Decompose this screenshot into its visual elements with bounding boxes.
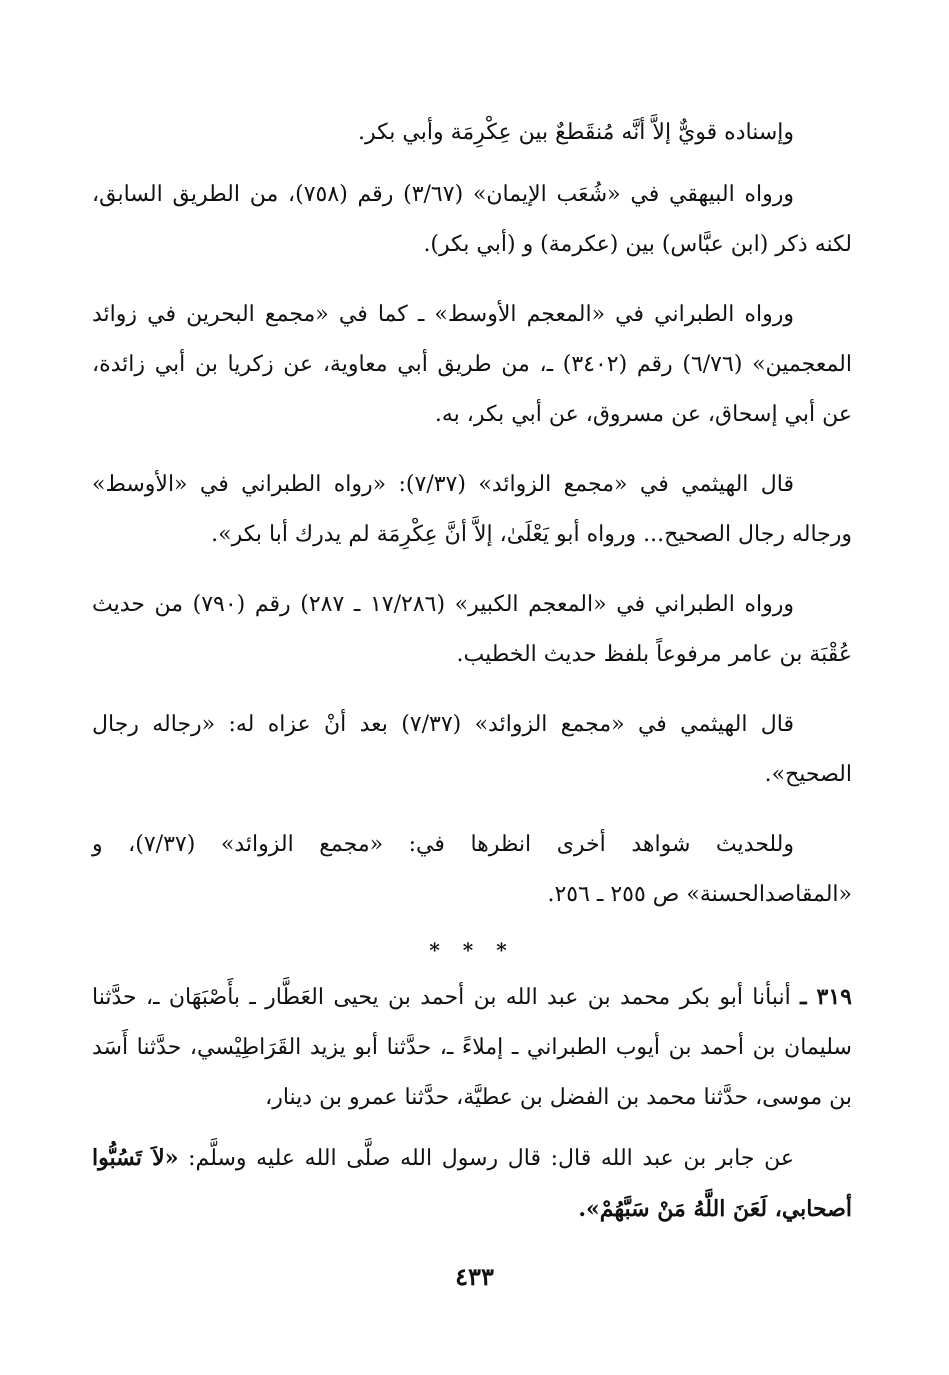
paragraph-4: قال الهيثمي في «مجمع الزوائد» (٧/٣٧): «رواه الطبراني في «الأوسط» ورجاله رجال الصحيح... ورواه أبو يَعْلَىٰ، إلاَّ أنَّ عِكْرِمَة لم يدرك أبا بكر».	[92, 472, 852, 547]
body-text	[92, 108, 852, 1235]
page-number: ٤٣٣	[455, 1262, 494, 1291]
hadith-intro: عن جابر بن عبد الله قال: قال رسول الله صلَّى الله عليه وسلَّم:	[178, 1146, 794, 1171]
hadith-isnad: أنبأنا أبو بكر محمد بن عبد الله بن أحمد بن يحيى العَطَّار ـ بأَصْبَهَان ـ، حدَّثنا سليمان بن أحمد بن أيوب الطبراني ـ إملاءً ـ، حدَّثنا أبو يزيد القَرَاطِيْسي، حدَّثنا أَسَد بن موسى، حدَّثنا محمد بن الفضل بن عطيَّة، حدَّثنا عمرو بن دينار،	[92, 985, 852, 1110]
paragraph-3: ورواه الطبراني في «المعجم الأوسط» ـ كما في «مجمع البحرين في زوائد المعجمين» (٦/٧٦) رقم (٣٤٠٢) ـ، من طريق أبي معاوية، عن زكريا بن أبي زائدة، عن أبي إسحاق، عن مسروق، عن أبي بكر، به.	[92, 302, 852, 427]
hadith-matn	[92, 1133, 852, 1235]
paragraph-6: قال الهيثمي في «مجمع الزوائد» (٧/٣٧) بعد أنْ عزاه له: «رجاله رجال الصحيح».	[92, 712, 852, 787]
paragraph-2: ورواه البيهقي في «شُعَب الإيمان» (٣/٦٧) رقم (٧٥٨)، من الطريق السابق، لكنه ذكر (ابن عبَّاس) بين (عكرمة) و (أبي بكر).	[92, 182, 852, 257]
paragraph-7: وللحديث شواهد أخرى انظرها في: «مجمع الزوائد» (٧/٣٧)، و «المقاصدالحسنة» ص ٢٥٥ ـ ٢٥٦.	[92, 832, 852, 907]
paragraph-1: وإسناده قويٌّ إلاَّ أنَّه مُنقَطعٌ بين عِكْرِمَة وأبي بكر.	[358, 120, 794, 145]
section-separator: * * *	[429, 938, 515, 962]
paragraph-5: ورواه الطبراني في «المعجم الكبير» (١٧/٢٨٦ ـ ٢٨٧) رقم (٧٩٠) من حديث عُقْبَة بن عامر مرفوعاً بلفظ حديث الخطيب.	[92, 592, 852, 667]
hadith-chain	[92, 972, 852, 1123]
hadith-quote: «لاَ تَسُبُّوا أصحابي، لَعَنَ اللَّهُ مَنْ سَبَّهُمْ».	[92, 1145, 852, 1222]
hadith-number: ٣١٩ ـ	[800, 984, 852, 1010]
